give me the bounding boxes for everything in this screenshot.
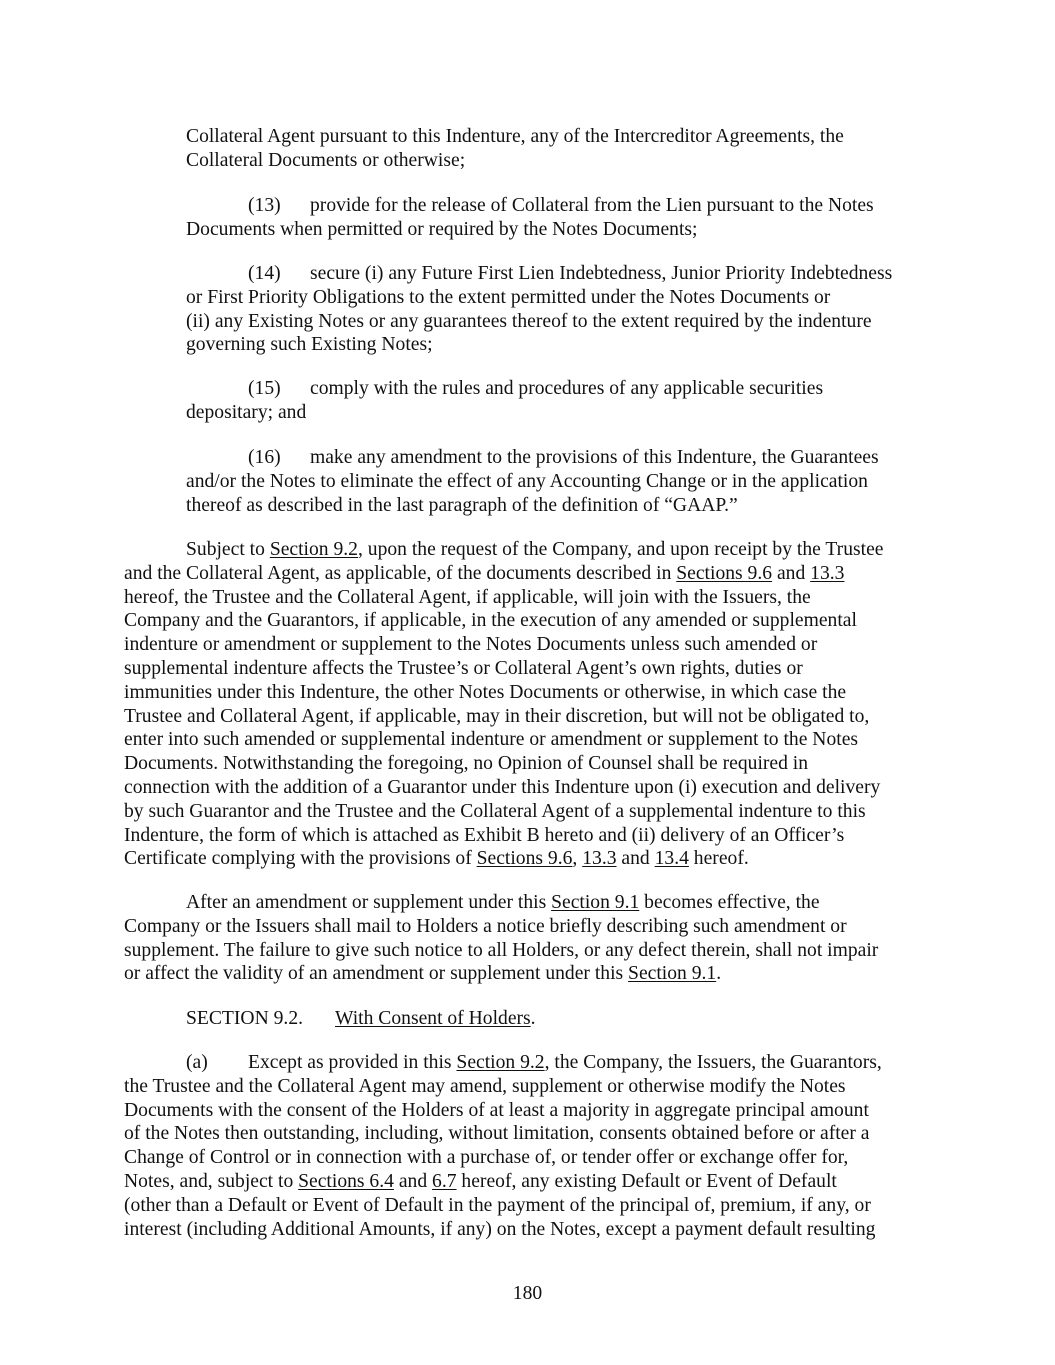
- text-line: [124, 1170, 930, 1194]
- text-run: .: [530, 1008, 536, 1029]
- text-run: and: [772, 562, 811, 584]
- section-heading: [124, 1007, 930, 1031]
- text-line: [124, 891, 930, 915]
- clause-16: [186, 446, 928, 517]
- paragraph-number: (a): [186, 1052, 208, 1073]
- text-line: supplement. The failure to give such notice to all Holders, or any defect therein, shall not impair: [124, 939, 879, 961]
- text-line: thereof as described in the last paragraph of the definition of “GAAP.”: [186, 494, 738, 516]
- clause-13: [186, 194, 928, 242]
- section-link-13-4[interactable]: 13.4: [654, 848, 689, 870]
- text-run: Except as provided in this: [248, 1052, 457, 1073]
- text-line: by such Guarantor and the Trustee and the Collateral Agent of a supplemental indenture to this: [124, 800, 866, 822]
- text-line: (ii) any Existing Notes or any guarantees thereof to the extent required by the indenture: [186, 310, 872, 332]
- section-link-9-1[interactable]: Section 9.1: [551, 892, 640, 913]
- text-run: Notes, and, subject to: [124, 1170, 299, 1192]
- text-line: of the Notes then outstanding, including, without limitation, consents obtained before or after a: [124, 1123, 870, 1145]
- text-run: After an amendment or supplement under this: [186, 892, 552, 913]
- text-run: , the Company, the Issuers, the Guarantors,: [544, 1052, 882, 1073]
- clause-number: (14): [248, 263, 281, 284]
- heading-line: [124, 1007, 930, 1031]
- clause-text: provide for the release of Collateral from the Lien pursuant to the Notes: [310, 195, 874, 216]
- text-run: or affect the validity of an amendment or supplement under this: [124, 963, 629, 985]
- paragraph-after-amendment: [124, 891, 930, 986]
- text-line: and/or the Notes to eliminate the effect of any Accounting Change or in the application: [186, 470, 868, 492]
- text-line: [124, 962, 930, 986]
- section-link-9-1[interactable]: Section 9.1: [628, 963, 717, 985]
- clause-first-line: [186, 446, 928, 470]
- text-line: Trustee and Collateral Agent, if applicable, may in their discretion, but will not be obligated to,: [124, 705, 870, 727]
- text-run: and the Collateral Agent, as applicable, of the documents described in: [124, 562, 677, 584]
- text-line: Documents with the consent of the Holders of at least a majority in aggregate principal amount: [124, 1099, 869, 1121]
- section-link-13-3[interactable]: 13.3: [810, 562, 845, 584]
- text-line: Collateral Documents or otherwise;: [186, 149, 466, 171]
- clause-text: make any amendment to the provisions of this Indenture, the Guarantees: [310, 447, 879, 468]
- text-line: Indenture, the form of which is attached as Exhibit B hereto and (ii) delivery of an Officer’s: [124, 824, 845, 846]
- text-run: becomes effective, the: [639, 892, 820, 913]
- text-run: Subject to: [186, 539, 270, 560]
- text-run: and: [393, 1170, 433, 1192]
- paragraph-a: [124, 1051, 930, 1241]
- clause-first-line: [186, 262, 928, 286]
- text-run: , upon the request of the Company, and upon receipt by the Trustee: [357, 539, 884, 560]
- text-line: supplemental indenture affects the Trustee’s or Collateral Agent’s own rights, duties or: [124, 657, 803, 679]
- text-line: connection with the addition of a Guarantor under this Indenture upon (i) execution and delivery: [124, 776, 881, 798]
- section-link-13-3[interactable]: 13.3: [582, 848, 617, 870]
- section-link-6-7[interactable]: 6.7: [432, 1170, 457, 1192]
- text-run: .: [716, 963, 722, 985]
- text-line: or First Priority Obligations to the extent permitted under the Notes Documents or: [186, 286, 831, 308]
- text-run: and: [616, 848, 655, 870]
- text-run: Certificate complying with the provisions of: [124, 848, 477, 870]
- text-line: immunities under this Indenture, the other Notes Documents or otherwise, in which case the: [124, 681, 847, 703]
- text-line: Company and the Guarantors, if applicable, in the execution of any amended or supplemental: [124, 610, 857, 632]
- text-line: Documents. Notwithstanding the foregoing, no Opinion of Counsel shall be required in: [124, 753, 809, 775]
- text-line: depositary; and: [186, 401, 307, 423]
- section-title: With Consent of Holders: [335, 1008, 531, 1029]
- section-link-9-2[interactable]: Section 9.2: [456, 1052, 545, 1073]
- text-run: hereof, any existing Default or Event of Default: [456, 1170, 837, 1192]
- clause-number: (15): [248, 378, 281, 399]
- section-link-9-6[interactable]: Sections 9.6: [676, 562, 773, 584]
- text-line: governing such Existing Notes;: [186, 334, 433, 356]
- clause-text: secure (i) any Future First Lien Indebtedness, Junior Priority Indebtedness: [310, 263, 893, 284]
- clause-first-line: [186, 377, 928, 401]
- text-line: hereof, the Trustee and the Collateral Agent, if applicable, will join with the Issuers, the: [124, 586, 811, 608]
- clause-text: comply with the rules and procedures of any applicable securities: [310, 378, 824, 399]
- text-line: enter into such amended or supplemental indenture or amendment or supplement to the Notes: [124, 729, 859, 751]
- page-number: 180: [512, 1283, 543, 1304]
- section-link-6-4[interactable]: Sections 6.4: [298, 1170, 394, 1192]
- section-label: SECTION 9.2.: [186, 1008, 304, 1029]
- clause-number: (16): [248, 447, 281, 468]
- text-line: [124, 562, 930, 586]
- text-line: Company or the Issuers shall mail to Holders a notice briefly describing such amendment or: [124, 915, 847, 937]
- text-line: [124, 1051, 930, 1075]
- section-link-9-2[interactable]: Section 9.2: [269, 539, 358, 560]
- text-line: [124, 847, 930, 871]
- clause-15: [186, 377, 928, 425]
- text-line: Collateral Agent pursuant to this Indenture, any of the Intercreditor Agreements, the: [186, 126, 844, 147]
- text-line: (other than a Default or Event of Default in the payment of the principal of, premium, if any, or: [124, 1194, 871, 1216]
- text-run: hereof.: [688, 848, 749, 870]
- section-link-9-6[interactable]: Sections 9.6: [476, 848, 573, 870]
- text-line: Documents when permitted or required by the Notes Documents;: [186, 218, 698, 240]
- text-line: indenture or amendment or supplement to the Notes Documents unless such amended or: [124, 634, 818, 656]
- clause-number: (13): [248, 195, 281, 216]
- paragraph-subject-to: [124, 538, 930, 871]
- text-line: [124, 538, 930, 562]
- clause-first-line: [186, 194, 928, 218]
- carryover-paragraph: [186, 125, 928, 173]
- text-line: interest (including Additional Amounts, if any) on the Notes, except a payment default resulting: [124, 1218, 876, 1240]
- text-line: Change of Control or in connection with a purchase of, or tender offer or exchange offer for,: [124, 1147, 849, 1169]
- text-line: the Trustee and the Collateral Agent may amend, supplement or otherwise modify the Notes: [124, 1075, 846, 1097]
- text-run: ,: [572, 848, 583, 870]
- clause-14: [186, 262, 928, 357]
